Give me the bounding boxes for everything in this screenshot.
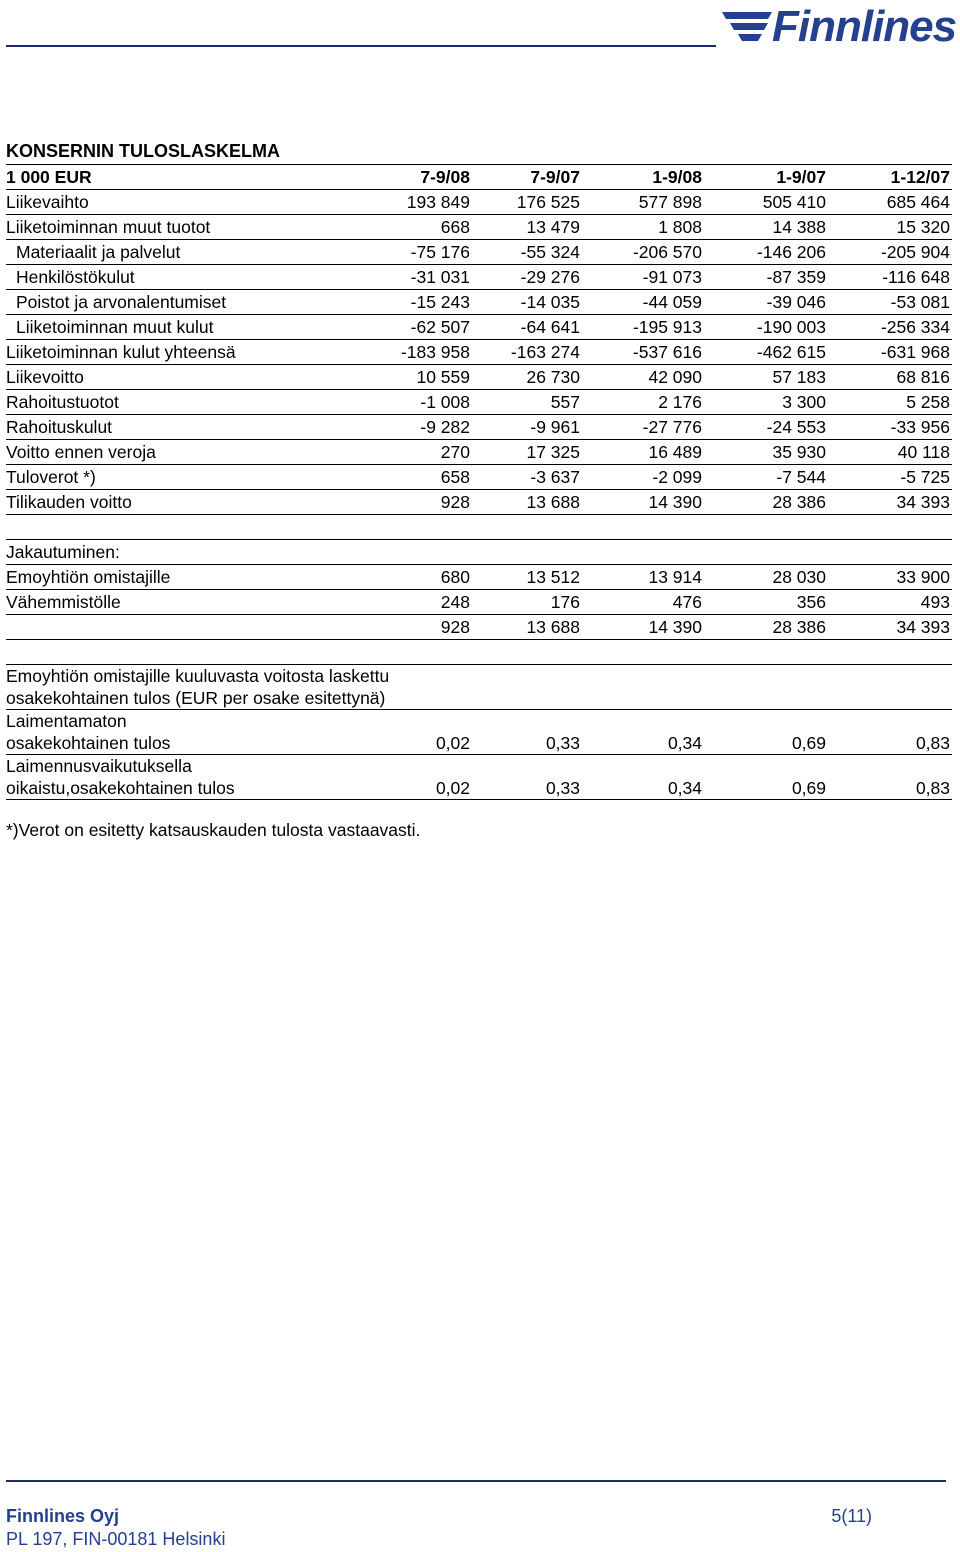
table-cell: -190 003 [704, 315, 828, 340]
eps-row [6, 755, 952, 800]
income-statement-table [6, 164, 952, 800]
table-cell: -87 359 [704, 265, 828, 290]
table-cell: -14 035 [472, 290, 582, 315]
row-label-line: Laimentamaton [6, 711, 127, 731]
row-label-line: oikaistu,osakekohtainen tulos [6, 778, 235, 798]
table-cell: 0,83 [828, 710, 952, 755]
table-cell: -1 008 [362, 390, 472, 415]
table-cell: 0,33 [472, 710, 582, 755]
table-cell: 557 [472, 390, 582, 415]
logo-text: Finnlines [772, 2, 957, 51]
row-label: Emoyhtiön omistajille [6, 565, 362, 590]
table-cell: 685 464 [828, 190, 952, 215]
row-label: Poistot ja arvonalentumiset [6, 290, 362, 315]
table-row [6, 390, 952, 415]
table-cell: 176 [472, 590, 582, 615]
column-header: 1-12/07 [828, 165, 952, 190]
row-label-line: Laimennusvaikutuksella [6, 756, 192, 776]
table-cell: -2 099 [582, 465, 704, 490]
row-label: Liikevaihto [6, 190, 362, 215]
table-cell: -195 913 [582, 315, 704, 340]
header-rule [6, 45, 716, 47]
table-cell: -163 274 [472, 340, 582, 365]
table-cell: 13 512 [472, 565, 582, 590]
footer-company: Finnlines Oyj [6, 1506, 120, 1526]
statement-title: KONSERNIN TULOSLASKELMA [6, 141, 280, 161]
row-label: Rahoitustuotot [6, 390, 362, 415]
table-row [6, 290, 952, 315]
table-cell: 28 386 [704, 615, 828, 640]
table-cell: 26 730 [472, 365, 582, 390]
row-label: Liikevoitto [6, 365, 362, 390]
table-cell: -29 276 [472, 265, 582, 290]
table-cell: 0,69 [704, 710, 828, 755]
row-label [6, 755, 362, 800]
table-row [6, 365, 952, 390]
table-cell: 15 320 [828, 215, 952, 240]
eps-intro-line: Emoyhtiön omistajille kuuluvasta voitosta laskettu [6, 666, 390, 686]
table-cell: 0,34 [582, 710, 704, 755]
table-cell: -7 544 [704, 465, 828, 490]
table-cell: 35 930 [704, 440, 828, 465]
table-cell: 5 258 [828, 390, 952, 415]
row-label-line: osakekohtainen tulos [6, 733, 171, 753]
table-cell: -3 637 [472, 465, 582, 490]
table-cell: -9 282 [362, 415, 472, 440]
table-row [6, 465, 952, 490]
table-row [6, 490, 952, 515]
distribution-row [6, 565, 952, 590]
table-cell: 14 388 [704, 215, 828, 240]
table-cell: 658 [362, 465, 472, 490]
table-cell: -5 725 [828, 465, 952, 490]
eps-row [6, 710, 952, 755]
table-cell: -64 641 [472, 315, 582, 340]
row-label: Materiaalit ja palvelut [6, 240, 362, 265]
table-cell: 680 [362, 565, 472, 590]
table-cell: -205 904 [828, 240, 952, 265]
column-header: 7-9/07 [472, 165, 582, 190]
table-cell: 33 900 [828, 565, 952, 590]
table-cell: -44 059 [582, 290, 704, 315]
table-cell: 13 914 [582, 565, 704, 590]
table-cell: -116 648 [828, 265, 952, 290]
table-row [6, 340, 952, 365]
table-cell: 14 390 [582, 490, 704, 515]
table-cell: 2 176 [582, 390, 704, 415]
table-cell: 0,02 [362, 710, 472, 755]
footnote: *)Verot on esitetty katsauskauden tulosta vastaavasti. [6, 820, 421, 840]
table-cell: 505 410 [704, 190, 828, 215]
table-cell: 356 [704, 590, 828, 615]
table-cell: -256 334 [828, 315, 952, 340]
table-cell: 16 489 [582, 440, 704, 465]
spacer-row [6, 640, 952, 665]
table-row [6, 265, 952, 290]
table-row [6, 215, 952, 240]
table-cell: -206 570 [582, 240, 704, 265]
footer-rule [6, 1480, 946, 1482]
table-cell: -631 968 [828, 340, 952, 365]
table-cell: -146 206 [704, 240, 828, 265]
table-cell: -91 073 [582, 265, 704, 290]
table-cell: 0,83 [828, 755, 952, 800]
table-cell: 68 816 [828, 365, 952, 390]
table-cell: 57 183 [704, 365, 828, 390]
row-label [6, 710, 362, 755]
row-label: Tuloverot *) [6, 465, 362, 490]
table-cell: -15 243 [362, 290, 472, 315]
table-cell: 17 325 [472, 440, 582, 465]
table-cell: -462 615 [704, 340, 828, 365]
distribution-row [6, 615, 952, 640]
eps-intro-row [6, 665, 952, 710]
table-cell: 176 525 [472, 190, 582, 215]
table-cell: 28 386 [704, 490, 828, 515]
table-cell: 0,34 [582, 755, 704, 800]
table-row [6, 315, 952, 340]
row-label: Voitto ennen veroja [6, 440, 362, 465]
table-cell: 13 688 [472, 490, 582, 515]
table-cell: -537 616 [582, 340, 704, 365]
table-cell: 493 [828, 590, 952, 615]
page-number: 5(11) [831, 1506, 872, 1526]
table-row [6, 440, 952, 465]
table-row [6, 415, 952, 440]
table-cell: -33 956 [828, 415, 952, 440]
footer-address: PL 197, FIN-00181 Helsinki [6, 1529, 226, 1549]
row-label: Liiketoiminnan kulut yhteensä [6, 340, 362, 365]
table-cell: 476 [582, 590, 704, 615]
table-cell: 40 118 [828, 440, 952, 465]
table-row [6, 240, 952, 265]
table-cell: 928 [362, 615, 472, 640]
row-label: Rahoituskulut [6, 415, 362, 440]
table-cell: 34 393 [828, 490, 952, 515]
logo-stripes-icon [722, 12, 778, 48]
table-cell: -183 958 [362, 340, 472, 365]
table-header-row [6, 165, 952, 190]
table-cell: -55 324 [472, 240, 582, 265]
column-header: 1 000 EUR [6, 165, 362, 190]
eps-intro-line: osakekohtainen tulos (EUR per osake esitettynä) [6, 688, 386, 708]
table-cell: 10 559 [362, 365, 472, 390]
column-header: 1-9/07 [704, 165, 828, 190]
row-label: Vähemmistölle [6, 590, 362, 615]
column-header: 1-9/08 [582, 165, 704, 190]
table-cell: -24 553 [704, 415, 828, 440]
distribution-row [6, 590, 952, 615]
table-cell: 3 300 [704, 390, 828, 415]
table-cell: 928 [362, 490, 472, 515]
spacer-row [6, 515, 952, 540]
table-cell: -39 046 [704, 290, 828, 315]
table-cell: 28 030 [704, 565, 828, 590]
table-cell: 248 [362, 590, 472, 615]
distribution-title: Jakautuminen: [6, 540, 952, 565]
table-cell: 577 898 [582, 190, 704, 215]
table-cell: -31 031 [362, 265, 472, 290]
distribution-title-row [6, 540, 952, 565]
table-cell: -75 176 [362, 240, 472, 265]
row-label: Tilikauden voitto [6, 490, 362, 515]
table-cell: -53 081 [828, 290, 952, 315]
row-label: Henkilöstökulut [6, 265, 362, 290]
table-cell: 14 390 [582, 615, 704, 640]
table-cell: 13 479 [472, 215, 582, 240]
table-cell: 668 [362, 215, 472, 240]
table-cell: -9 961 [472, 415, 582, 440]
table-row [6, 190, 952, 215]
table-cell: 193 849 [362, 190, 472, 215]
income-statement [6, 139, 950, 850]
table-cell: 13 688 [472, 615, 582, 640]
table-cell: -62 507 [362, 315, 472, 340]
table-cell: -27 776 [582, 415, 704, 440]
table-cell: 42 090 [582, 365, 704, 390]
table-cell: 0,33 [472, 755, 582, 800]
finnlines-logo [722, 2, 958, 52]
row-label [6, 615, 362, 640]
table-cell: 0,02 [362, 755, 472, 800]
row-label: Liiketoiminnan muut tuotot [6, 215, 362, 240]
row-label: Liiketoiminnan muut kulut [6, 315, 362, 340]
column-header: 7-9/08 [362, 165, 472, 190]
table-cell: 1 808 [582, 215, 704, 240]
table-cell: 270 [362, 440, 472, 465]
table-cell: 34 393 [828, 615, 952, 640]
table-cell: 0,69 [704, 755, 828, 800]
